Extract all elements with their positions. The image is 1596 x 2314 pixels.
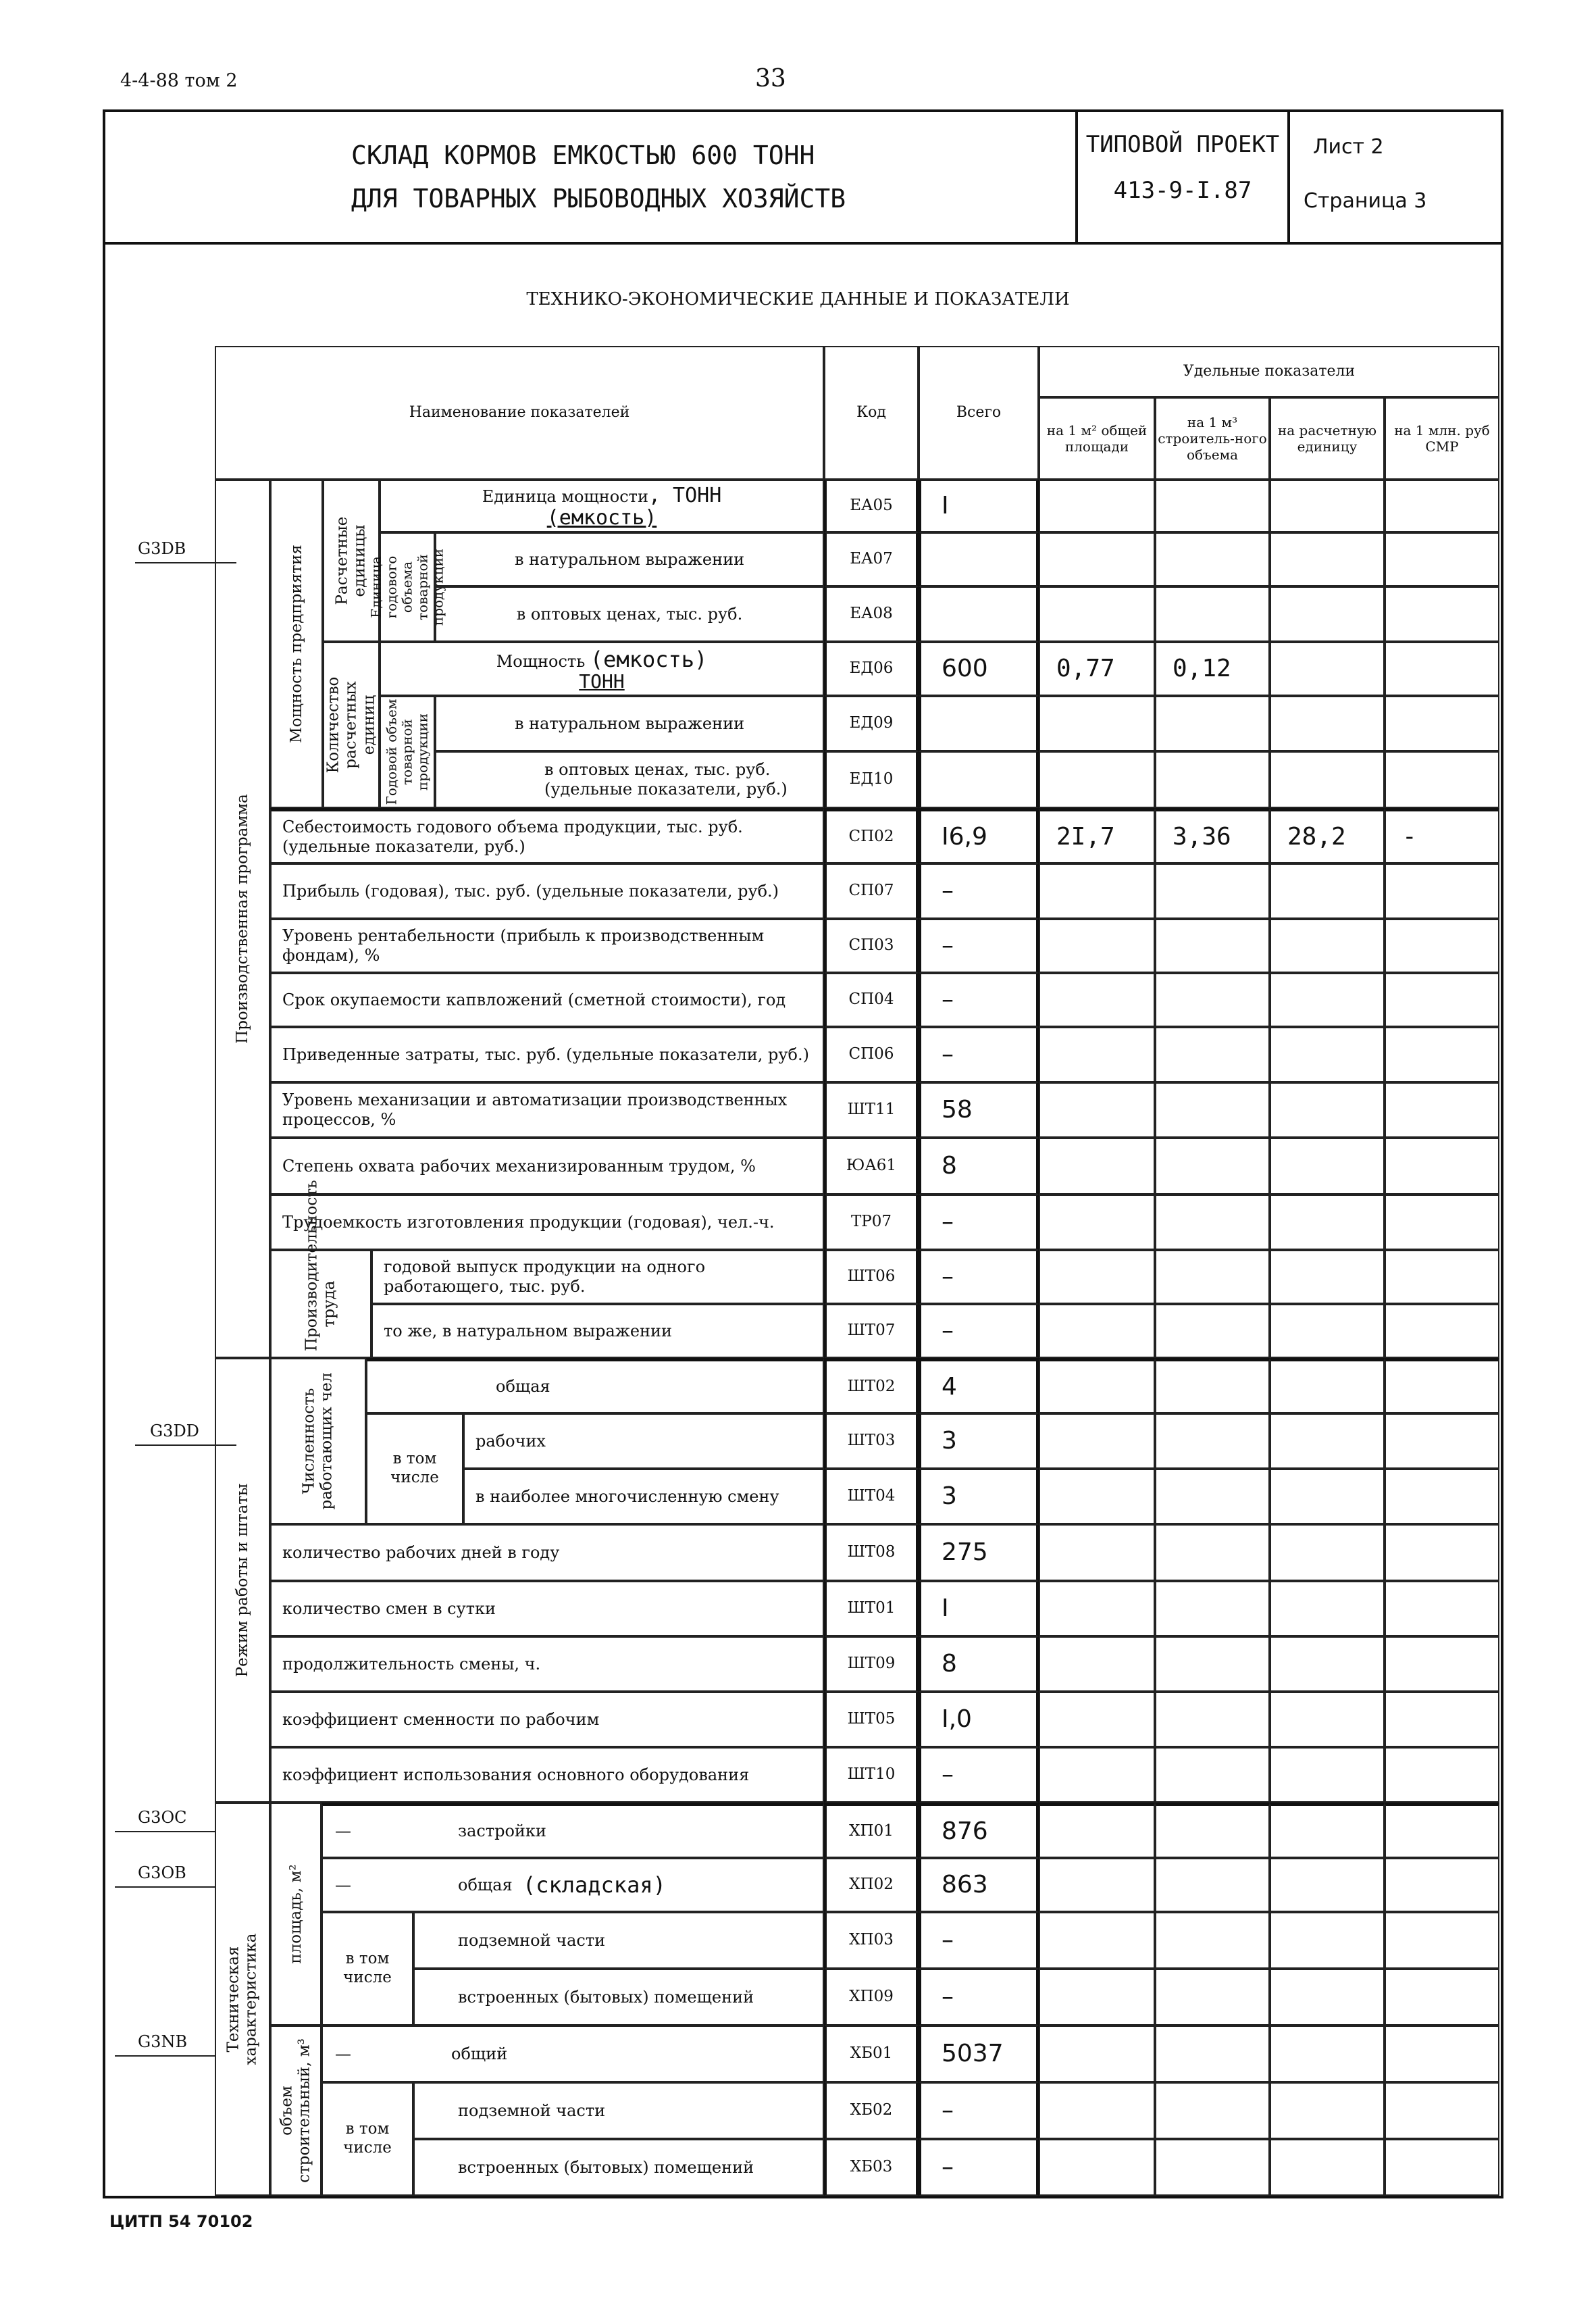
row-3-per-m2: 0,77: [1039, 642, 1155, 696]
row-16-per-mln: [1385, 1358, 1499, 1413]
row-sht03-name: рабочих: [463, 1413, 824, 1469]
row-8-total: –: [919, 919, 1039, 973]
row-hb03-name: встроенных (бытовых) помещений: [413, 2139, 824, 2196]
row-sp02-name: Себестоимость годового объема продукции, тыс. руб. (удельные показатели, руб.): [270, 808, 824, 863]
row-22-per-unit: [1270, 1692, 1385, 1747]
row-5-per-m2: [1039, 751, 1155, 808]
row-9-per-m3: [1155, 973, 1270, 1027]
row-20-per-unit: [1270, 1581, 1385, 1636]
row-20-per-m2: [1039, 1581, 1155, 1636]
row-2-per-mln: [1385, 586, 1499, 642]
row-1-total: [919, 532, 1039, 586]
row-22-per-m2: [1039, 1692, 1155, 1747]
row-18-per-m2: [1039, 1469, 1155, 1524]
row-21-per-m3: [1155, 1636, 1270, 1692]
row-13-code: ТР07: [824, 1194, 919, 1250]
group-production-program: Производственная программа: [215, 480, 270, 1358]
row-1-per-mln: [1385, 532, 1499, 586]
col-per-m2-header: на 1 м² общей площади: [1039, 397, 1155, 480]
row-0-per-m2: [1039, 480, 1155, 532]
row-24-total: 876: [919, 1803, 1039, 1858]
row-27-per-m3: [1155, 1969, 1270, 2026]
row-13-per-m2: [1039, 1194, 1155, 1250]
row-10-per-m3: [1155, 1027, 1270, 1082]
row-ed09-name: в натуральном выражении: [435, 696, 824, 751]
row-23-code: ШТ10: [824, 1747, 919, 1803]
row-14-per-mln: [1385, 1250, 1499, 1304]
row-23-per-m2: [1039, 1747, 1155, 1803]
row-22-per-mln: [1385, 1692, 1499, 1747]
row-22-code: ШТ05: [824, 1692, 919, 1747]
row-18-total: 3: [919, 1469, 1039, 1524]
row-14-code: ШТ06: [824, 1250, 919, 1304]
row-6-total: I6,9: [919, 808, 1039, 863]
row-ed06-name: Мощность (емкость) ТОНН: [380, 642, 824, 696]
row-1-code: ЕА07: [824, 532, 919, 586]
row-27-per-mln: [1385, 1969, 1499, 2026]
row-29-per-unit: [1270, 2082, 1385, 2139]
group-calc-units-qty: Количество расчетных единиц: [323, 642, 380, 808]
row-8-per-mln: [1385, 919, 1499, 973]
row-19-per-mln: [1385, 1524, 1499, 1581]
row-23-per-unit: [1270, 1747, 1385, 1803]
row-10-total: –: [919, 1027, 1039, 1082]
row-19-code: ШТ08: [824, 1524, 919, 1581]
row-15-per-m3: [1155, 1304, 1270, 1358]
row-28-per-m3: [1155, 2026, 1270, 2082]
row-4-total: [919, 696, 1039, 751]
row-5-total: [919, 751, 1039, 808]
row-25-code: ХП02: [824, 1858, 919, 1912]
row-0-per-mln: [1385, 480, 1499, 532]
row-25-per-m3: [1155, 1858, 1270, 1912]
row-6-per-m3: 3,36: [1155, 808, 1270, 863]
row-25-per-unit: [1270, 1858, 1385, 1912]
row-10-per-mln: [1385, 1027, 1499, 1082]
row-30-per-m3: [1155, 2139, 1270, 2196]
row-12-per-unit: [1270, 1138, 1385, 1194]
title-block: [103, 109, 1503, 245]
row-17-per-m2: [1039, 1413, 1155, 1469]
col-total-header: Всего: [919, 346, 1039, 480]
group-calc-units: Расчетные единицы: [323, 480, 380, 642]
row-15-per-mln: [1385, 1304, 1499, 1358]
row-ea08-name: в оптовых ценах, тыс. руб.: [435, 586, 824, 642]
row-hp03-name: подземной части: [413, 1912, 824, 1969]
row-yua61-name: Степень охвата рабочих механизированным трудом, %: [270, 1138, 824, 1194]
row-4-per-m2: [1039, 696, 1155, 751]
row-10-per-m2: [1039, 1027, 1155, 1082]
row-22-total: I,0: [919, 1692, 1039, 1747]
row-11-per-mln: [1385, 1082, 1499, 1138]
row-hp09-name: встроенных (бытовых) помещений: [413, 1969, 824, 2026]
row-6-code: СП02: [824, 808, 919, 863]
row-8-per-unit: [1270, 919, 1385, 973]
col-per-mln-header: на 1 млн. руб СМР: [1385, 397, 1499, 480]
doc-ref: 4-4-88 том 2: [120, 70, 238, 91]
marker-g3oc: G3OC: [138, 1808, 187, 1827]
row-ed10-name: в оптовых ценах, тыс. руб. (удельные показатели, руб.): [435, 751, 824, 808]
row-27-total: –: [919, 1969, 1039, 2026]
row-30-per-mln: [1385, 2139, 1499, 2196]
row-25-per-m2: [1039, 1858, 1155, 1912]
row-28-code: ХБ01: [824, 2026, 919, 2082]
row-20-code: ШТ01: [824, 1581, 919, 1636]
title-line-2: ДЛЯ ТОВАРНЫХ РЫБОВОДНЫХ ХОЗЯЙСТВ: [351, 184, 846, 213]
row-16-code: ШТ02: [824, 1358, 919, 1413]
row-sht07-name: то же, в натуральном выражении: [371, 1304, 824, 1358]
row-sht11-name: Уровень механизации и автоматизации производственных процессов, %: [270, 1082, 824, 1138]
row-sp04-name: Срок окупаемости капвложений (сметной стоимости), год: [270, 973, 824, 1027]
row-13-total: –: [919, 1194, 1039, 1250]
row-8-code: СП03: [824, 919, 919, 973]
project-label: ТИПОВОЙ ПРОЕКТ: [1085, 131, 1280, 158]
row-19-total: 275: [919, 1524, 1039, 1581]
sheet-number: Лист 2: [1313, 135, 1384, 159]
row-21-per-m2: [1039, 1636, 1155, 1692]
row-14-per-unit: [1270, 1250, 1385, 1304]
row-7-code: СП07: [824, 863, 919, 919]
group-labor-productivity: Производительность труда: [270, 1250, 371, 1358]
row-2-code: ЕА08: [824, 586, 919, 642]
row-16-per-m3: [1155, 1358, 1270, 1413]
row-19-per-m2: [1039, 1524, 1155, 1581]
group-volume: объем строительный, м³: [270, 2026, 321, 2196]
row-7-per-m2: [1039, 863, 1155, 919]
row-tr07-name: Трудоемкость изготовления продукции (годовая), чел.-ч.: [270, 1194, 824, 1250]
row-26-per-mln: [1385, 1912, 1499, 1969]
row-11-per-m3: [1155, 1082, 1270, 1138]
row-13-per-unit: [1270, 1194, 1385, 1250]
row-9-code: СП04: [824, 973, 919, 1027]
row-13-per-mln: [1385, 1194, 1499, 1250]
row-30-per-unit: [1270, 2139, 1385, 2196]
row-6-per-unit: 28,2: [1270, 808, 1385, 863]
row-12-per-mln: [1385, 1138, 1499, 1194]
row-6-per-m2: 2I,7: [1039, 808, 1155, 863]
row-ea05-name: Единица мощности, ТОНН (емкость): [380, 480, 824, 532]
row-0-code: ЕА05: [824, 480, 919, 532]
row-23-total: –: [919, 1747, 1039, 1803]
row-0-per-m3: [1155, 480, 1270, 532]
row-12-per-m3: [1155, 1138, 1270, 1194]
row-26-per-m3: [1155, 1912, 1270, 1969]
row-3-per-mln: [1385, 642, 1499, 696]
row-sp07-name: Прибыль (годовая), тыс. руб. (удельные показатели, руб.): [270, 863, 824, 919]
row-13-per-m3: [1155, 1194, 1270, 1250]
volume-incl: в том числе: [321, 2082, 413, 2196]
row-hb02-name: подземной части: [413, 2082, 824, 2139]
row-21-per-mln: [1385, 1636, 1499, 1692]
row-4-per-unit: [1270, 696, 1385, 751]
row-18-per-unit: [1270, 1469, 1385, 1524]
row-4-per-m3: [1155, 696, 1270, 751]
row-28-per-unit: [1270, 2026, 1385, 2082]
row-9-total: –: [919, 973, 1039, 1027]
row-25-total: 863: [919, 1858, 1039, 1912]
row-15-per-unit: [1270, 1304, 1385, 1358]
row-8-per-m3: [1155, 919, 1270, 973]
group-annual-volume: Годовой объем товарной продукции: [380, 696, 435, 808]
row-2-per-m3: [1155, 586, 1270, 642]
row-3-code: ЕД06: [824, 642, 919, 696]
group-tech-char: Техническая характеристика: [215, 1803, 270, 2196]
row-28-per-mln: [1385, 2026, 1499, 2082]
row-17-per-unit: [1270, 1413, 1385, 1469]
row-24-code: ХП01: [824, 1803, 919, 1858]
headcount-incl: в том числе: [366, 1413, 463, 1524]
row-15-code: ШТ07: [824, 1304, 919, 1358]
row-ea07-name: в натуральном выражении: [435, 532, 824, 586]
row-16-per-unit: [1270, 1358, 1385, 1413]
row-20-total: I: [919, 1581, 1039, 1636]
row-4-per-mln: [1385, 696, 1499, 751]
page-number: 33: [755, 65, 786, 93]
row-20-per-mln: [1385, 1581, 1499, 1636]
row-3-per-m3: 0,12: [1155, 642, 1270, 696]
row-1-per-unit: [1270, 532, 1385, 586]
row-4-code: ЕД09: [824, 696, 919, 751]
col-per-m3-header: на 1 м³ строитель-ного объема: [1155, 397, 1270, 480]
row-sht10-name: коэффициент использования основного оборудования: [270, 1747, 824, 1803]
group-headcount: Численность работающих чел: [270, 1358, 366, 1524]
row-sp06-name: Приведенные затраты, тыс. руб. (удельные показатели, руб.): [270, 1027, 824, 1082]
row-sht01-name: количество смен в сутки: [270, 1581, 824, 1636]
row-sht09-name: продолжительность смены, ч.: [270, 1636, 824, 1692]
row-0-per-unit: [1270, 480, 1385, 532]
row-5-per-mln: [1385, 751, 1499, 808]
row-2-per-unit: [1270, 586, 1385, 642]
row-30-per-m2: [1039, 2139, 1155, 2196]
row-17-per-mln: [1385, 1413, 1499, 1469]
group-annual-unit: Единица годового объема товарной продукции: [380, 532, 435, 642]
row-sht05-name: коэффициент сменности по рабочим: [270, 1692, 824, 1747]
row-7-per-unit: [1270, 863, 1385, 919]
row-sht04-name: в наиболее многочисленную смену: [463, 1469, 824, 1524]
row-23-per-mln: [1385, 1747, 1499, 1803]
row-2-per-m2: [1039, 586, 1155, 642]
row-27-per-m2: [1039, 1969, 1155, 2026]
row-19-per-unit: [1270, 1524, 1385, 1581]
row-30-code: ХБ03: [824, 2139, 919, 2196]
row-1-per-m2: [1039, 532, 1155, 586]
row-12-code: ЮА61: [824, 1138, 919, 1194]
row-17-code: ШТ03: [824, 1413, 919, 1469]
row-16-total: 4: [919, 1358, 1039, 1413]
col-specific-header: Удельные показатели: [1039, 346, 1499, 397]
row-24-per-unit: [1270, 1803, 1385, 1858]
row-24-per-mln: [1385, 1803, 1499, 1858]
row-26-code: ХП03: [824, 1912, 919, 1969]
row-hp01-name: — застройки: [321, 1803, 824, 1858]
row-15-total: –: [919, 1304, 1039, 1358]
col-name-header: Наименование показателей: [215, 346, 824, 480]
row-27-code: ХП09: [824, 1969, 919, 2026]
row-hp02-name: — общая (складская): [321, 1858, 824, 1912]
row-26-per-m2: [1039, 1912, 1155, 1969]
row-15-per-m2: [1039, 1304, 1155, 1358]
title-line-1: СКЛАД КОРМОВ ЕМКОСТЬЮ 600 ТОНН: [351, 141, 815, 170]
row-sp03-name: Уровень рентабельности (прибыль к производственным фондам), %: [270, 919, 824, 973]
row-11-code: ШТ11: [824, 1082, 919, 1138]
row-9-per-mln: [1385, 973, 1499, 1027]
row-1-per-m3: [1155, 532, 1270, 586]
row-14-total: –: [919, 1250, 1039, 1304]
row-sht02-name: общая: [366, 1358, 824, 1413]
row-5-per-unit: [1270, 751, 1385, 808]
row-29-total: –: [919, 2082, 1039, 2139]
row-26-per-unit: [1270, 1912, 1385, 1969]
row-28-per-m2: [1039, 2026, 1155, 2082]
row-16-per-m2: [1039, 1358, 1155, 1413]
row-18-code: ШТ04: [824, 1469, 919, 1524]
row-28-total: 5037: [919, 2026, 1039, 2082]
footer-code: ЦИТП 54 70102: [109, 2212, 253, 2231]
row-7-per-mln: [1385, 863, 1499, 919]
row-8-per-m2: [1039, 919, 1155, 973]
row-29-per-mln: [1385, 2082, 1499, 2139]
row-10-per-unit: [1270, 1027, 1385, 1082]
row-11-per-m2: [1039, 1082, 1155, 1138]
group-work-mode: Режим работы и штаты: [215, 1358, 270, 1803]
row-11-per-unit: [1270, 1082, 1385, 1138]
row-17-total: 3: [919, 1413, 1039, 1469]
marker-g3ob: G3OB: [138, 1863, 186, 1882]
row-7-per-m3: [1155, 863, 1270, 919]
row-9-per-unit: [1270, 973, 1385, 1027]
area-incl: в том числе: [321, 1912, 413, 2026]
col-code-header: Код: [824, 346, 919, 480]
row-sht06-name: годовой выпуск продукции на одного работающего, тыс. руб.: [371, 1250, 824, 1304]
row-3-per-unit: [1270, 642, 1385, 696]
row-21-code: ШТ09: [824, 1636, 919, 1692]
row-17-per-m3: [1155, 1413, 1270, 1469]
row-21-total: 8: [919, 1636, 1039, 1692]
row-2-total: [919, 586, 1039, 642]
row-21-per-unit: [1270, 1636, 1385, 1692]
marker-g3db: G3DB: [138, 539, 186, 558]
row-sht08-name: количество рабочих дней в году: [270, 1524, 824, 1581]
row-24-per-m3: [1155, 1803, 1270, 1858]
page-label: Страница 3: [1304, 189, 1427, 213]
row-29-per-m3: [1155, 2082, 1270, 2139]
row-12-per-m2: [1039, 1138, 1155, 1194]
row-11-total: 58: [919, 1082, 1039, 1138]
row-25-per-mln: [1385, 1858, 1499, 1912]
row-26-total: –: [919, 1912, 1039, 1969]
row-10-code: СП06: [824, 1027, 919, 1082]
project-number: 413-9-I.87: [1113, 177, 1252, 204]
row-18-per-m3: [1155, 1469, 1270, 1524]
row-27-per-unit: [1270, 1969, 1385, 2026]
row-6-per-mln: -: [1385, 808, 1499, 863]
group-enterprise-capacity: Мощность предприятия: [270, 480, 323, 808]
group-area: площадь, м²: [270, 1803, 321, 2026]
row-9-per-m2: [1039, 973, 1155, 1027]
row-5-per-m3: [1155, 751, 1270, 808]
row-22-per-m3: [1155, 1692, 1270, 1747]
row-12-total: 8: [919, 1138, 1039, 1194]
row-3-total: 600: [919, 642, 1039, 696]
marker-g3nb: G3NB: [138, 2032, 188, 2051]
row-7-total: –: [919, 863, 1039, 919]
row-14-per-m3: [1155, 1250, 1270, 1304]
marker-g3dd: G3DD: [150, 1422, 199, 1440]
row-20-per-m3: [1155, 1581, 1270, 1636]
col-per-unit-header: на расчетную единицу: [1270, 397, 1385, 480]
row-30-total: –: [919, 2139, 1039, 2196]
row-19-per-m3: [1155, 1524, 1270, 1581]
section-title: ТЕХНИКО-ЭКОНОМИЧЕСКИЕ ДАННЫЕ И ПОКАЗАТЕЛИ: [526, 289, 1070, 309]
row-5-code: ЕД10: [824, 751, 919, 808]
row-29-code: ХБ02: [824, 2082, 919, 2139]
row-18-per-mln: [1385, 1469, 1499, 1524]
row-24-per-m2: [1039, 1803, 1155, 1858]
row-14-per-m2: [1039, 1250, 1155, 1304]
row-29-per-m2: [1039, 2082, 1155, 2139]
row-0-total: I: [919, 480, 1039, 532]
row-23-per-m3: [1155, 1747, 1270, 1803]
row-hb01-name: — общий: [321, 2026, 824, 2082]
